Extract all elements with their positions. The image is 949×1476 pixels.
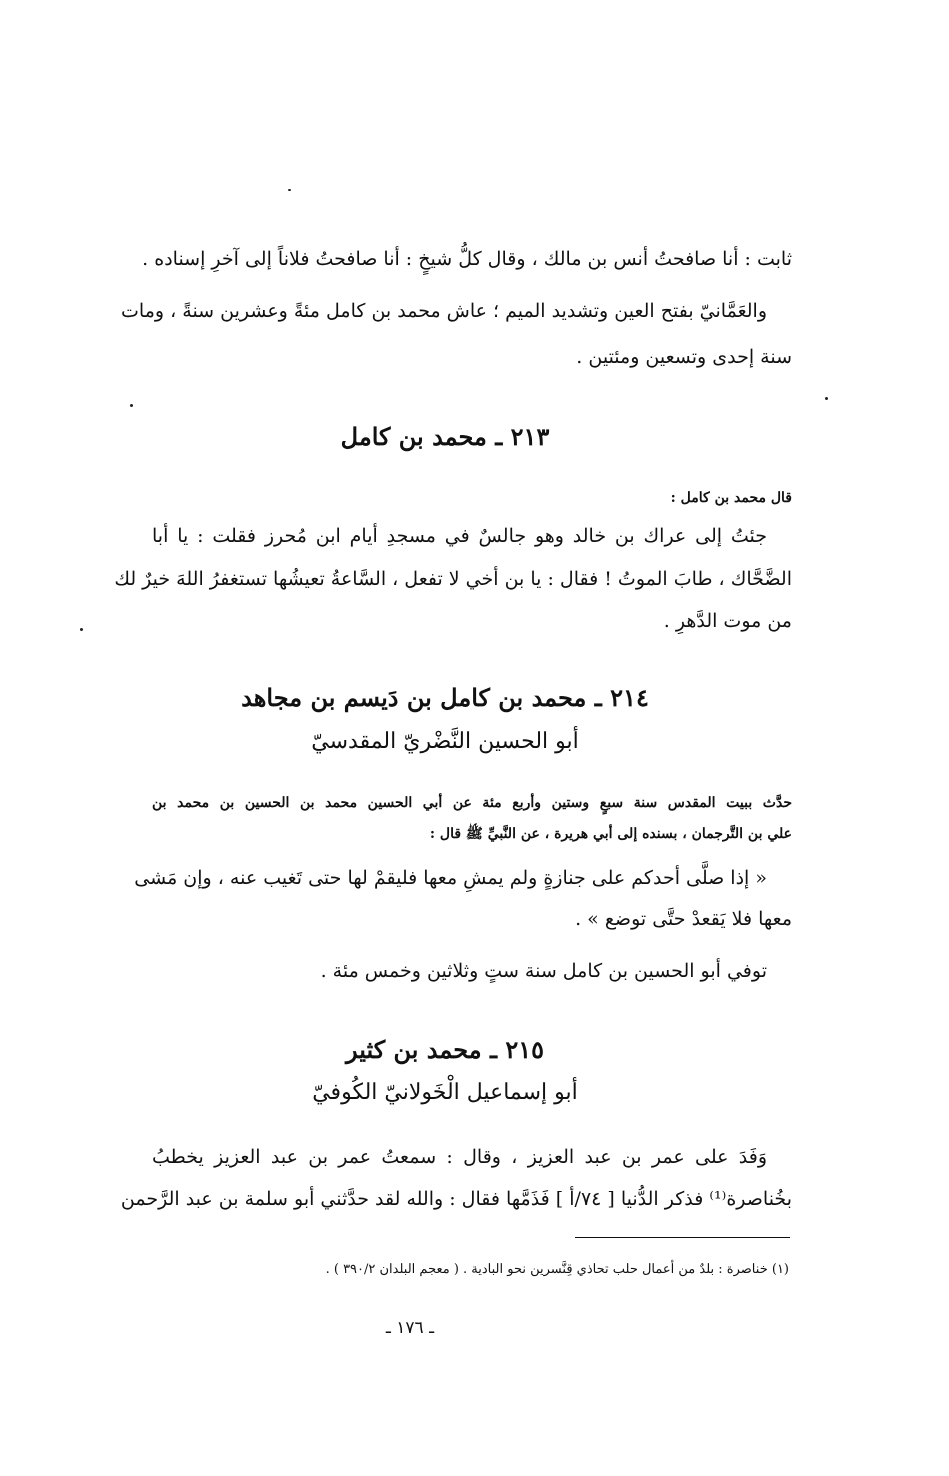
text-line: سنة إحدى وتسعين ومئتين . xyxy=(576,346,792,368)
entry-subheading-215: أبو إسماعيل الْخَولانيّ الكُوفيّ xyxy=(312,1080,578,1105)
entry-heading-213: ٢١٣ ـ محمد بن كامل xyxy=(340,422,550,451)
text-line: والعَمَّانيّ بفتح العين وتشديد الميم ؛ عاش محمد بن كامل مئةً وعشرين سنةً ، ومات xyxy=(121,300,767,322)
text-line: من موت الدَّهرِ . xyxy=(663,610,792,632)
scan-speck xyxy=(80,628,83,631)
text-line: بخُناصرة⁽¹⁾ فذكر الدُّنيا [ ٧٤/أ ] فَذَمَّها فقال : والله لقد حدَّثني أبو سلمة بن عبد الرَّحمن xyxy=(120,1188,792,1210)
entry-subheading-214: أبو الحسين النَّضْريّ المقدسيّ xyxy=(311,729,579,754)
entry-intro: قال محمد بن كامل : xyxy=(670,490,792,506)
isnad-line: علي بن التَّرجمان ، بسنده إلى أبي هريرة ، عن النَّبيِّ ﷺ قال : xyxy=(429,826,792,842)
page-number: ـ ١٧٦ ـ xyxy=(385,1318,435,1338)
entry-heading-215: ٢١٥ ـ محمد بن كثير xyxy=(345,1035,545,1064)
text-line: وَفَدَ على عمر بن عبد العزيز ، وقال : سمعتُ عمر بن عبد العزيز يخطبُ xyxy=(152,1146,767,1168)
scan-speck xyxy=(825,397,828,400)
isnad-line: حدَّث ببيت المقدس سنة سبعٍ وستين وأربع مئة عن أبي الحسين محمد بن الحسين بن محمد بن xyxy=(152,795,792,811)
footnote: (١) خناصرة : بلدٌ من أعمال حلب تحاذي قِنَّسرين نحو البادية . ( معجم البلدان ٣٩٠/٢ ) . xyxy=(325,1262,789,1277)
scan-speck xyxy=(288,189,291,191)
text-line: الضَّحَّاك ، طابَ الموتُ ! فقال : يا بن أخي لا تفعل ، السَّاعةُ تعيشُها تستغفرُ اللهَ خيرٌ لك xyxy=(114,568,792,590)
hadith-line: معها فلا يَقعدْ حتَّى توضع » . xyxy=(575,908,792,930)
hadith-line: « إذا صلَّى أحدكم على جنازةٍ ولم يمشِ معها فليقمْ لها حتى تَغيب عنه ، وإن مَشى xyxy=(134,867,767,889)
footnote-divider xyxy=(575,1237,790,1238)
scan-speck xyxy=(130,404,133,407)
text-line: جئتُ إلى عراك بن خالد وهو جالسٌ في مسجدِ أيام ابن مُحرز فقلت : يا أبا xyxy=(152,525,767,547)
text-line: ثابت : أنا صافحتُ أنس بن مالك ، وقال كلُّ شيخٍ : أنا صافحتُ فلاناً إلى آخرِ إسناده . xyxy=(142,248,792,270)
entry-heading-214: ٢١٤ ـ محمد بن كامل بن دَيسم بن مجاهد xyxy=(241,683,649,712)
text-line: توفي أبو الحسين بن كامل سنة ستٍ وثلاثين وخمس مئة . xyxy=(320,960,767,982)
